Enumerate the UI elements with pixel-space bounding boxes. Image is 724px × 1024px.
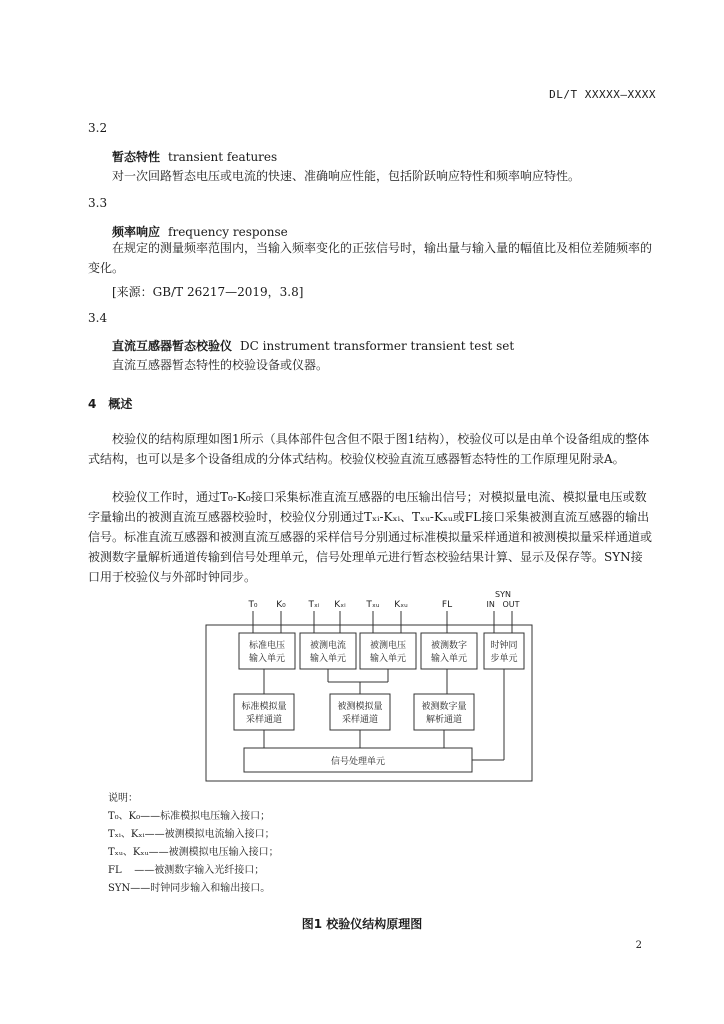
clause-number-3-2: 3.2 [88,121,108,135]
channel-measured-digital-line2: 解析通道 [425,715,463,725]
port-label-fl: FL [441,600,453,610]
syn-label: SYN [495,590,511,599]
channel-standard-analog-line2: 采样通道 [245,715,283,725]
note-item: Tₓᵤ、Kₓᵤ——被测模拟电压输入接口； [108,847,279,858]
unit-measured-current-line2: 输入单元 [309,654,347,664]
signal-processing-label: 信号处理单元 [330,757,386,767]
term-en: DC instrument transformer transient test set [240,339,515,353]
term-cn: 直流互感器暂态校验仪 [112,339,233,353]
port-label-txi: Tₓᵢ [308,600,320,610]
syn-io-label: IN OUT [486,600,520,609]
notes-block [108,790,279,898]
definition-3-3: 在规定的测量频率范围内，当输入频率变化的正弦信号时，输出量与输入量的幅值比及相位差随频率的变化。 [88,241,653,275]
term-cn: 暂态特性 [112,150,161,164]
channel-standard-analog-line1: 标准模拟量 [241,702,287,712]
unit-measured-voltage-line1: 被测电压 [369,641,407,651]
clause-number-3-3: 3.3 [88,196,108,210]
note-item: FL ——被测数字输入光纤接口； [108,865,265,876]
section-title: 概述 [108,397,133,411]
unit-standard-voltage-line1: 标准电压 [248,641,286,651]
port-label-kxu: Kₓᵤ [394,600,408,610]
unit-measured-digital-line2: 输入单元 [430,654,468,664]
unit-measured-digital-line1: 被测数字 [430,641,468,651]
document-code-header: DL/T XXXXX—XXXX [549,88,656,101]
note-item: Tₓᵢ、Kₓᵢ——被测模拟电流输入接口； [108,829,275,840]
page-number: 2 [635,940,642,951]
port-label-k0: K₀ [276,600,286,610]
channel-measured-analog-line2: 采样通道 [341,715,379,725]
term-cn: 频率响应 [112,225,161,239]
figure-caption: 图1 校验仪结构原理图 [301,917,423,931]
clause-number-3-4: 3.4 [88,311,108,325]
port-label-kxi: Kₓᵢ [334,600,346,610]
unit-clock-sync-line2: 步单元 [490,654,518,664]
definition-3-4: 直流互感器暂态特性的校验设备或仪器。 [112,358,329,372]
channel-measured-digital-line1: 被测数字量 [421,702,467,712]
channel-measured-analog-line1: 被测模拟量 [337,702,383,712]
notes-title: 说明： [108,793,138,804]
port-label-txu: Tₓᵤ [366,600,380,610]
section-number: 4 [88,397,97,411]
unit-measured-current-line1: 被测电流 [309,641,347,651]
note-item: T₀、K₀——标准模拟电压输入接口； [108,811,271,822]
port-label-t0: T₀ [248,600,258,610]
paragraph-2: 校验仪工作时，通过T₀-K₀接口采集标准直流互感器的电压输出信号；对模拟量电流、模拟量电压或数字量输出的被测直流互感器校验时，校验仪分别通过Tₓᵢ-Kₓᵢ、Tₓᵤ-Kₓᵤ或FL接口采集被测直流互感器的输出信号。标准直流互感器和被测直流互感器的采样信号分别通过标准模拟量采样通道和被测模拟量采样通道或被测数字量解析通道传输到信号处理单元，信号处理单元进行暂态校验结果计算、显示及保存等。SYN接口用于校验仪与外部时钟同步。 [88,490,653,584]
source-reference: [来源：GB/T 26217—2019，3.8] [112,285,304,299]
unit-measured-voltage-line2: 输入单元 [369,654,407,664]
unit-clock-sync-line1: 时钟同 [490,641,518,651]
note-item: SYN——时钟同步输入和输出接口。 [108,883,271,894]
unit-standard-voltage-line2: 输入单元 [248,654,286,664]
paragraph-1: 校验仪的结构原理如图1所示（具体部件包含但不限于图1结构），校验仪可以是由单个设备组成的整体式结构，也可以是多个设备组成的分体式结构。校验仪校验直流互感器暂态特性的工作原理见附录A。 [88,432,650,466]
term-en: frequency response [168,225,288,239]
term-en: transient features [168,150,278,164]
definition-3-2: 对一次回路暂态电压或电流的快速、准确响应性能，包括阶跃响应特性和频率响应特性。 [112,169,581,183]
